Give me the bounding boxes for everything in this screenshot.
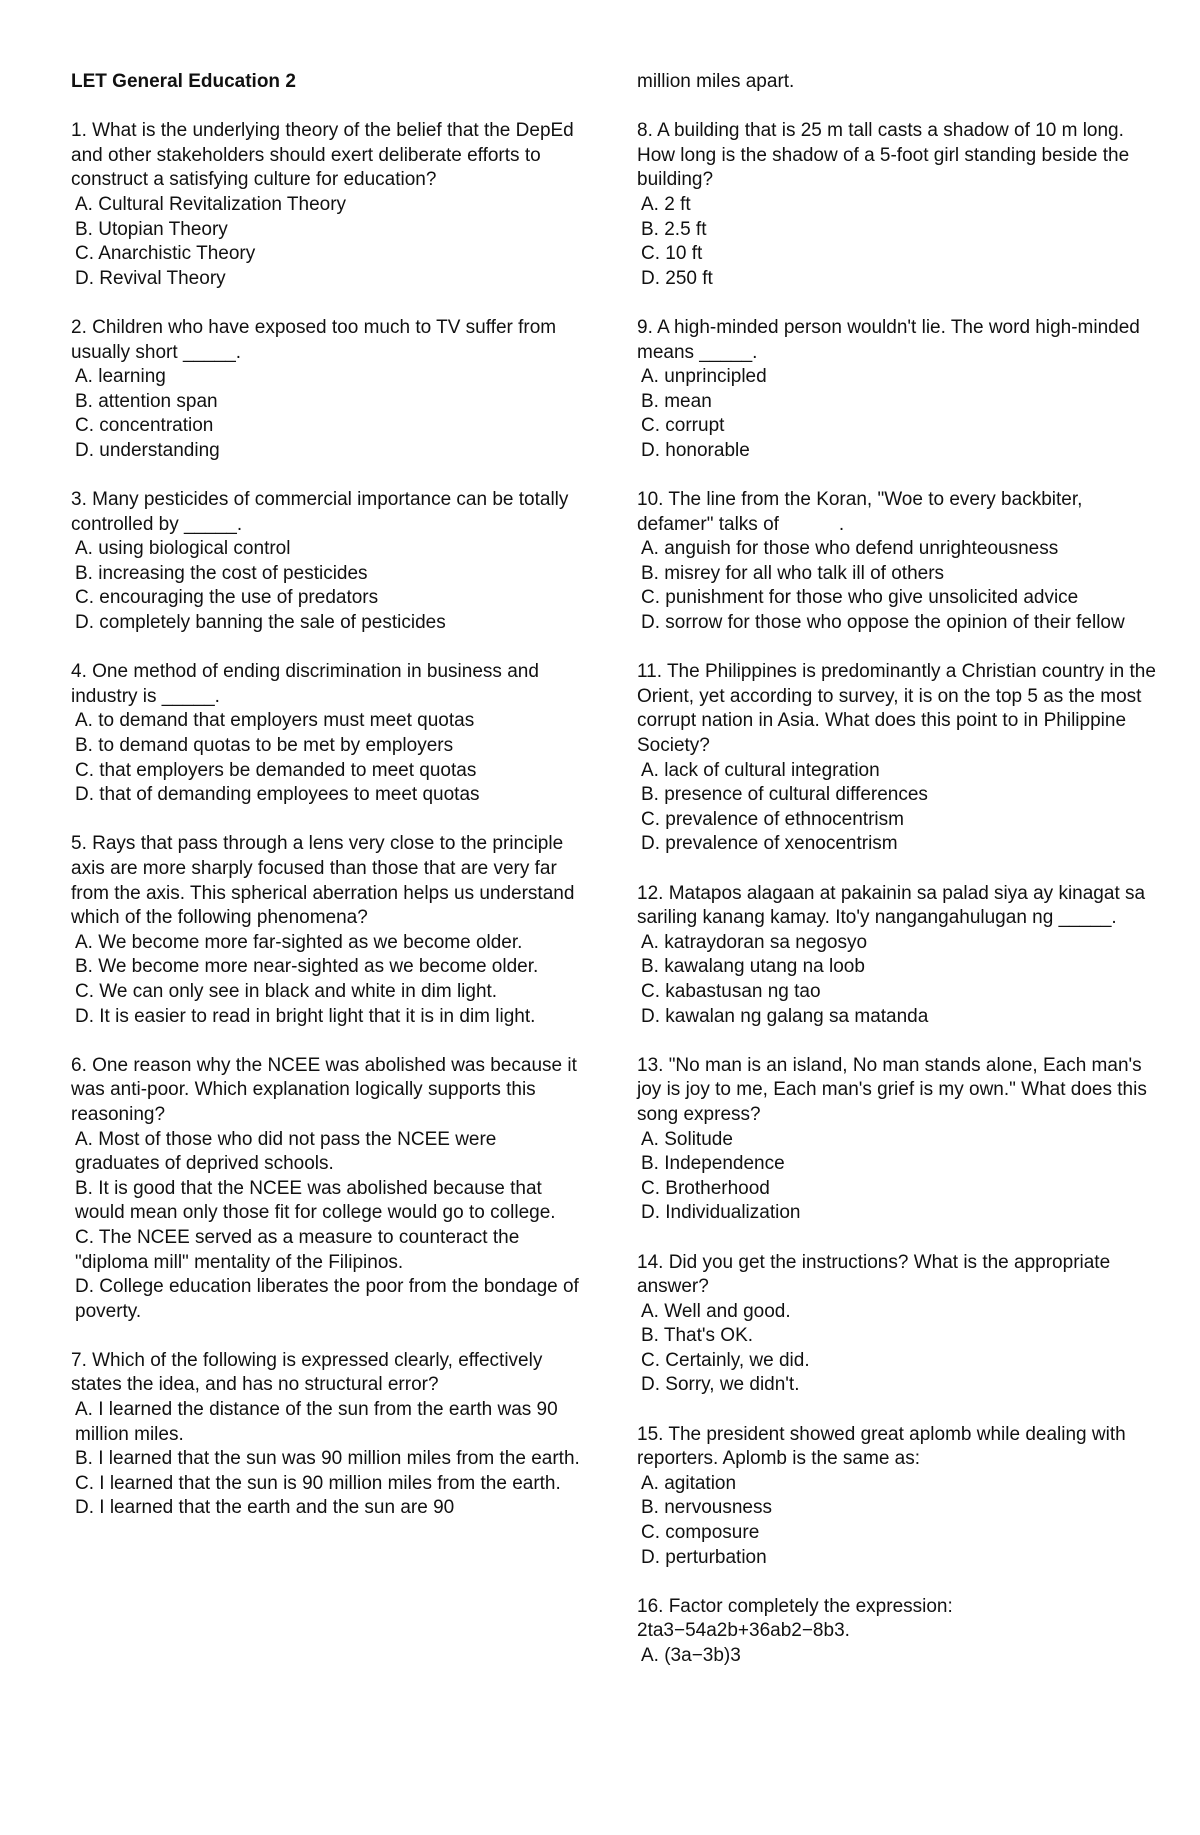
question-stem: 3. Many pesticides of commercial importance can be totally controlled by _____. xyxy=(71,489,569,535)
question-7-continuation: million miles apart. xyxy=(637,71,795,92)
question-stem: 9. A high-minded person wouldn't lie. The word high-minded means _____. xyxy=(637,316,1140,363)
answer-option: A. Solitude xyxy=(641,1128,733,1150)
answer-option: D. kawalan ng galang sa matanda xyxy=(641,1005,929,1027)
answer-option: D. I learned that the earth and the sun are 90 xyxy=(75,1497,455,1519)
answer-option: D. perturbation xyxy=(641,1546,767,1568)
answer-option: A. anguish for those who defend unrighteousness xyxy=(641,538,1059,560)
question-11 xyxy=(637,660,1157,857)
answer-option: C. that employers be demanded to meet quotas xyxy=(75,759,477,781)
answer-option: D. Revival Theory xyxy=(75,267,226,289)
answer-option: C. Certainly, we did. xyxy=(641,1349,810,1371)
answer-option: C. prevalence of ethnocentrism xyxy=(641,808,904,830)
answer-option: D. honorable xyxy=(641,439,750,461)
answer-option: B. nervousness xyxy=(641,1497,772,1519)
question-12 xyxy=(637,882,1157,1030)
answer-option: B. mean xyxy=(641,390,712,412)
answer-option: B. attention span xyxy=(75,390,218,412)
answer-option: C. 10 ft xyxy=(641,243,703,265)
answer-option: D. prevalence of xenocentrism xyxy=(641,833,898,855)
answer-option: C. encouraging the use of predators xyxy=(75,587,379,609)
answer-option: A. to demand that employers must meet quotas xyxy=(75,710,475,732)
question-3 xyxy=(71,488,581,636)
question-5 xyxy=(71,832,581,1029)
answer-option: C. kabastusan ng tao xyxy=(641,980,821,1002)
question-1 xyxy=(71,119,581,291)
answer-option: A. 2 ft xyxy=(641,193,691,215)
answer-option: D. completely banning the sale of pesticides xyxy=(75,612,446,634)
question-stem: 13. "No man is an island, No man stands alone, Each man's joy is joy to me, Each man's grief is my own." What does this song express? xyxy=(637,1054,1147,1125)
answer-option: B. It is good that the NCEE was abolished because that would mean only those fit for college would go to college. xyxy=(75,1177,556,1224)
question-stem-text: 10. The line from the Koran, "Woe to every backbiter, defamer" talks of xyxy=(637,489,1083,535)
answer-option: B. presence of cultural differences xyxy=(641,784,928,806)
question-2 xyxy=(71,316,581,464)
answer-option: D. understanding xyxy=(75,439,220,461)
answer-option: A. We become more far-sighted as we become older. xyxy=(75,931,523,953)
question-9 xyxy=(637,316,1157,464)
question-13 xyxy=(637,1054,1157,1226)
question-stem: 15. The president showed great aplomb while dealing with reporters. Aplomb is the same as: xyxy=(637,1423,1126,1470)
answer-option: D. Sorry, we didn't. xyxy=(641,1374,800,1396)
answer-option: C. We can only see in black and white in dim light. xyxy=(75,980,498,1002)
answer-option: B. 2.5 ft xyxy=(641,218,707,240)
answer-option: B. Independence xyxy=(641,1153,785,1175)
document-title: LET General Education 2 xyxy=(71,71,296,92)
question-stem: 5. Rays that pass through a lens very close to the principle axis are more sharply focused than those that are very far from the axis. This spherical aberration helps us understand which of the following phenomena? xyxy=(71,833,575,929)
answer-option: C. I learned that the sun is 90 million miles from the earth. xyxy=(75,1472,561,1494)
answer-option: A. (3a−3b)3 xyxy=(641,1645,741,1666)
answer-option: B. increasing the cost of pesticides xyxy=(75,562,368,584)
question-15 xyxy=(637,1423,1157,1571)
answer-option: C. composure xyxy=(641,1522,760,1544)
question-10 xyxy=(637,488,1157,636)
question-6 xyxy=(71,1054,581,1325)
answer-option: B. to demand quotas to be met by employers xyxy=(75,735,454,757)
question-stem: 2. Children who have exposed too much to TV suffer from usually short _____. xyxy=(71,316,557,363)
answer-option: D. Individualization xyxy=(641,1202,801,1224)
question-stem: 1. What is the underlying theory of the belief that the DepEd and other stakeholders should exert deliberate efforts to construct a satisfying culture for education? xyxy=(71,120,574,191)
answer-option: D. It is easier to read in bright light that it is in dim light. xyxy=(75,1005,536,1027)
question-4 xyxy=(71,660,581,808)
answer-option: A. I learned the distance of the sun from the earth was 90 million miles. xyxy=(75,1399,558,1445)
answer-option: A. agitation xyxy=(641,1472,737,1494)
answer-option: D. 250 ft xyxy=(641,267,713,289)
answer-option: A. unprincipled xyxy=(641,366,767,388)
answer-option: B. We become more near-sighted as we become older. xyxy=(75,956,539,978)
left-column xyxy=(71,70,581,1546)
answer-option: C. punishment for those who give unsolicited advice xyxy=(641,587,1079,609)
answer-option: C. Brotherhood xyxy=(641,1177,770,1199)
question-16 xyxy=(637,1595,1157,1669)
answer-option: B. kawalang utang na loob xyxy=(641,956,865,978)
answer-option: C. concentration xyxy=(75,415,214,437)
answer-option: A. Most of those who did not pass the NCEE were graduates of deprived schools. xyxy=(75,1128,497,1175)
answer-option: B. Utopian Theory xyxy=(75,218,228,240)
question-8 xyxy=(637,119,1157,291)
question-stem: 6. One reason why the NCEE was abolished was because it was anti-poor. Which explanation logically supports this reasoning? xyxy=(71,1054,577,1125)
answer-option: A. Cultural Revitalization Theory xyxy=(75,193,347,215)
answer-option: D. sorrow for those who oppose the opinion of their fellow xyxy=(641,612,1125,634)
answer-option: B. I learned that the sun was 90 million miles from the earth. xyxy=(75,1448,580,1470)
answer-option: D. College education liberates the poor from the bondage of poverty. xyxy=(75,1276,579,1322)
answer-option: C. corrupt xyxy=(641,415,725,437)
answer-option: C. The NCEE served as a measure to counteract the "diploma mill" mentality of the Filipinos. xyxy=(75,1226,520,1273)
answer-option: A. learning xyxy=(75,366,166,388)
answer-option: C. Anarchistic Theory xyxy=(75,243,256,265)
answer-option: A. lack of cultural integration xyxy=(641,759,880,781)
question-stem: 8. A building that is 25 m tall casts a shadow of 10 m long. How long is the shadow of a 5-foot girl standing beside the building? xyxy=(637,120,1130,191)
question-7 xyxy=(71,1349,581,1521)
answer-option: A. Well and good. xyxy=(641,1300,791,1322)
question-stem: 4. One method of ending discrimination in business and industry is _____. xyxy=(71,661,539,707)
question-stem xyxy=(637,488,1157,537)
answer-option: B. misrey for all who talk ill of others xyxy=(641,562,945,584)
question-stem: 12. Matapos alagaan at pakainin sa palad siya ay kinagat sa sariling kanang kamay. Ito'y nangangahulugan ng _____. xyxy=(637,882,1146,929)
answer-option: A. katraydoran sa negosyo xyxy=(641,931,868,953)
answer-option: B. That's OK. xyxy=(641,1325,754,1347)
question-stem-end: . xyxy=(838,513,845,535)
question-stem: 16. Factor completely the expression: 2ta3−54a2b+36ab2−8b3. xyxy=(637,1595,953,1642)
question-stem: 7. Which of the following is expressed clearly, effectively states the idea, and has no structural error? xyxy=(71,1349,543,1396)
right-column xyxy=(637,70,1157,1693)
answer-option: D. that of demanding employees to meet quotas xyxy=(75,784,480,806)
answer-option: A. using biological control xyxy=(75,538,291,560)
question-stem: 11. The Philippines is predominantly a Christian country in the Orient, yet according to survey, it is on the top 5 as the most corrupt nation in Asia. What does this point to in Philippine Society? xyxy=(637,661,1156,757)
question-14 xyxy=(637,1251,1157,1399)
question-stem: 14. Did you get the instructions? What is the appropriate answer? xyxy=(637,1251,1111,1298)
